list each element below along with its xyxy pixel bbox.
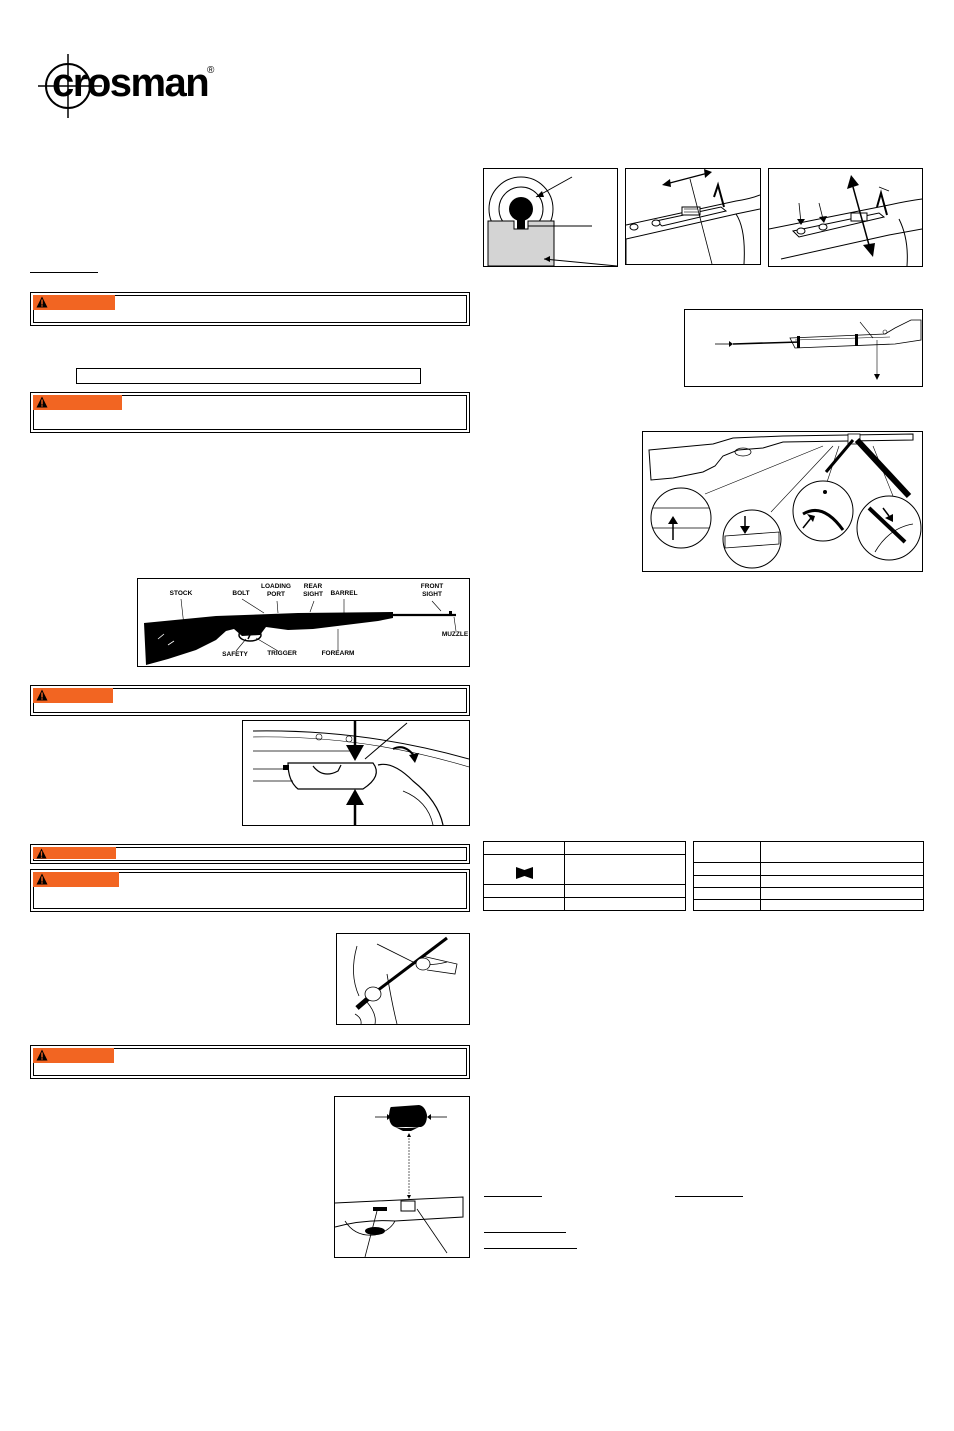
label-barrel: BARREL: [330, 590, 358, 597]
warning-triangle-icon: [36, 689, 48, 701]
warning-triangle-icon: [36, 848, 47, 859]
bipod-drawing: [643, 432, 922, 571]
table-row: [694, 876, 924, 888]
warning-label: [33, 872, 119, 887]
label-bolt: BOLT: [232, 590, 250, 597]
heading-underline: [675, 1196, 743, 1197]
safety-illustration: [242, 720, 470, 826]
pellet-drawing: [389, 1105, 427, 1131]
sight-picture-illustration: [483, 168, 618, 267]
table-row: [484, 898, 686, 911]
detail-circle-4: [857, 496, 921, 560]
registered-mark: ®: [207, 65, 215, 76]
warning-label: [33, 395, 122, 410]
warning-triangle-icon: [36, 873, 48, 885]
label-muzzle: MUZZLE: [441, 631, 469, 638]
label-stock: STOCK: [169, 590, 193, 597]
label-loading-port: LOADING PORT: [261, 583, 291, 598]
pellet-loading-illustration: [334, 1096, 470, 1258]
barrel-side-view-drawing: [685, 310, 922, 386]
safety-drawing: [243, 721, 469, 825]
push-up-arrow: [346, 789, 364, 825]
warning-box-1: [30, 292, 470, 326]
ammo-table: [483, 841, 686, 911]
warning-triangle-icon: [36, 1049, 48, 1061]
table-row: [694, 842, 924, 863]
label-trigger: TRIGGER: [267, 650, 297, 657]
rifle-silhouette: [144, 611, 456, 665]
rear-sight-windage-drawing: [626, 169, 760, 264]
warning-box-3: [30, 685, 470, 716]
pellet-loading-drawing: [335, 1097, 469, 1257]
table-row: [484, 842, 686, 855]
warning-box-6: [30, 1045, 470, 1079]
table-row: [484, 885, 686, 898]
specs-table: [693, 841, 924, 911]
bipod-illustration: [642, 431, 923, 572]
notice-box: [76, 368, 421, 384]
rear-sight-windage-illustration: [625, 168, 761, 265]
label-front-sight: FRONT SIGHT: [420, 583, 444, 598]
heading-underline: [484, 1196, 542, 1197]
rear-sight-elevation-drawing: [769, 169, 922, 266]
warning-triangle-icon: [36, 296, 48, 308]
heading-underline: [484, 1248, 577, 1249]
rear-sight-elevation-illustration: [768, 168, 923, 267]
detail-circle-1: [651, 488, 711, 548]
warning-label: [33, 1048, 114, 1063]
push-down-arrow: [346, 721, 364, 761]
label-safety: SAFETY: [222, 651, 248, 658]
rifle-parts-diagram: [137, 578, 470, 667]
warning-box-5: [30, 869, 470, 912]
holding-rifle-illustration: [336, 933, 470, 1025]
sight-picture-drawing: [484, 169, 617, 266]
table-row: [694, 900, 924, 911]
barrel-side-view-illustration: [684, 309, 923, 387]
label-forearm: FOREARM: [321, 650, 355, 657]
label-rear-sight: REAR SIGHT: [303, 583, 323, 598]
brand-logo-text: crosman: [52, 61, 209, 105]
warning-box-4: [30, 844, 470, 864]
table-row: [694, 888, 924, 900]
detail-circle-3: [793, 481, 853, 541]
heading-underline: [484, 1232, 566, 1233]
warning-label: [33, 847, 116, 859]
table-row: [694, 863, 924, 876]
warning-label: [33, 688, 113, 703]
warning-triangle-icon: [36, 396, 48, 408]
table-row: [484, 855, 686, 885]
pellet-icon: [516, 867, 533, 879]
detail-circle-2: [723, 510, 781, 568]
warning-label: [33, 295, 115, 310]
holding-rifle-drawing: [337, 934, 469, 1024]
section-underline: [30, 272, 98, 273]
warning-box-2: [30, 392, 470, 433]
